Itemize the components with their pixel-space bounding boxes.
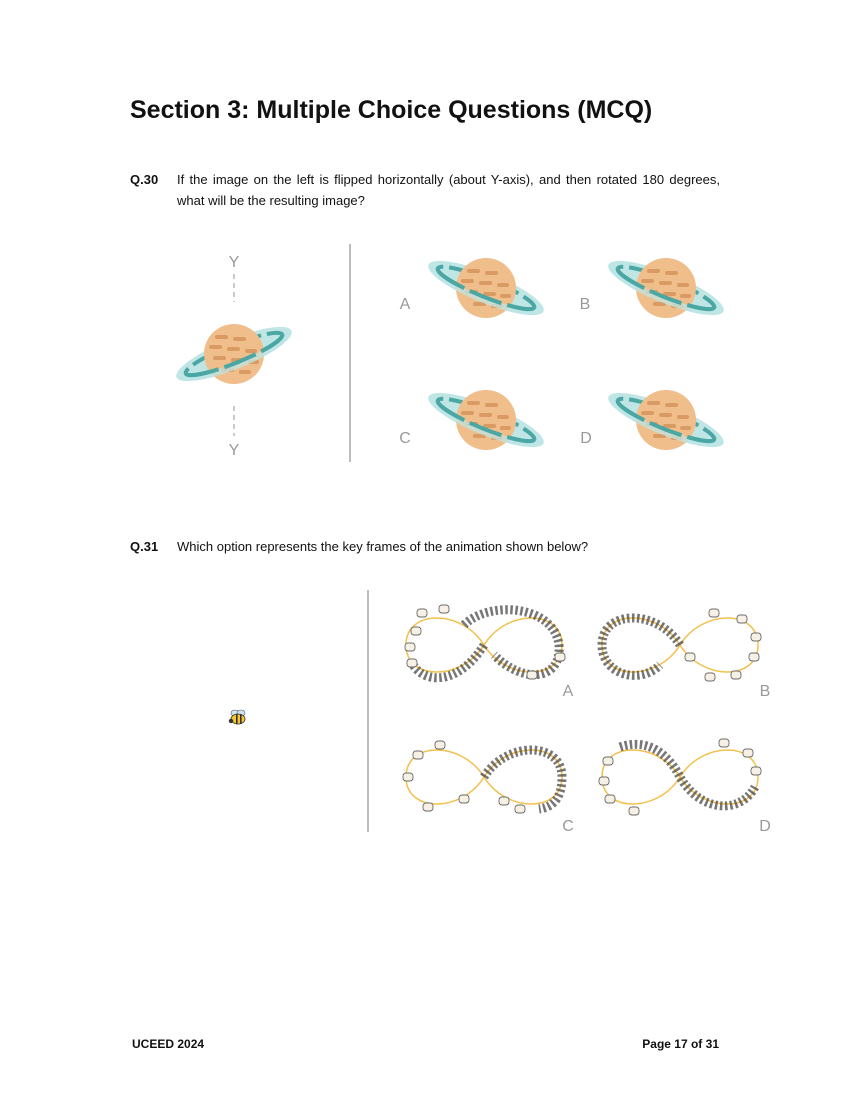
y-axis-label-top: Y [228,254,240,271]
option-b-label: B [579,296,591,313]
option-d-label: D [580,430,592,447]
option-a-label: A [399,296,411,313]
bee-icon [229,710,245,724]
footer-exam-name: UCEED 2024 [132,1037,205,1051]
question-31-option-b[interactable] [602,609,770,700]
option-b-label: B [759,683,771,700]
option-c-label: C [562,818,574,835]
section-title: Section 3: Multiple Choice Questions (MCQ) [130,96,653,124]
option-a-label: A [562,683,574,700]
option-d-label: D [759,818,771,835]
question-31-option-a[interactable] [405,605,574,700]
question-30-text: If the image on the left is flipped horizontally (about Y-axis), and then rotated 180 degrees, what will be the resulting image? [177,172,720,208]
question-31-number: Q.31 [130,539,159,554]
option-a-frames [405,605,565,679]
question-30-number: Q.30 [130,172,159,187]
option-c-label: C [399,430,411,447]
question-31-option-c[interactable] [403,741,574,835]
question-31-option-d[interactable] [599,739,771,835]
option-d-path [602,750,758,804]
y-axis-label-bottom: Y [228,442,240,459]
footer-page-number: Page 17 of 31 [642,1037,719,1051]
question-31-text: Which option represents the key frames of the animation shown below? [177,539,589,554]
